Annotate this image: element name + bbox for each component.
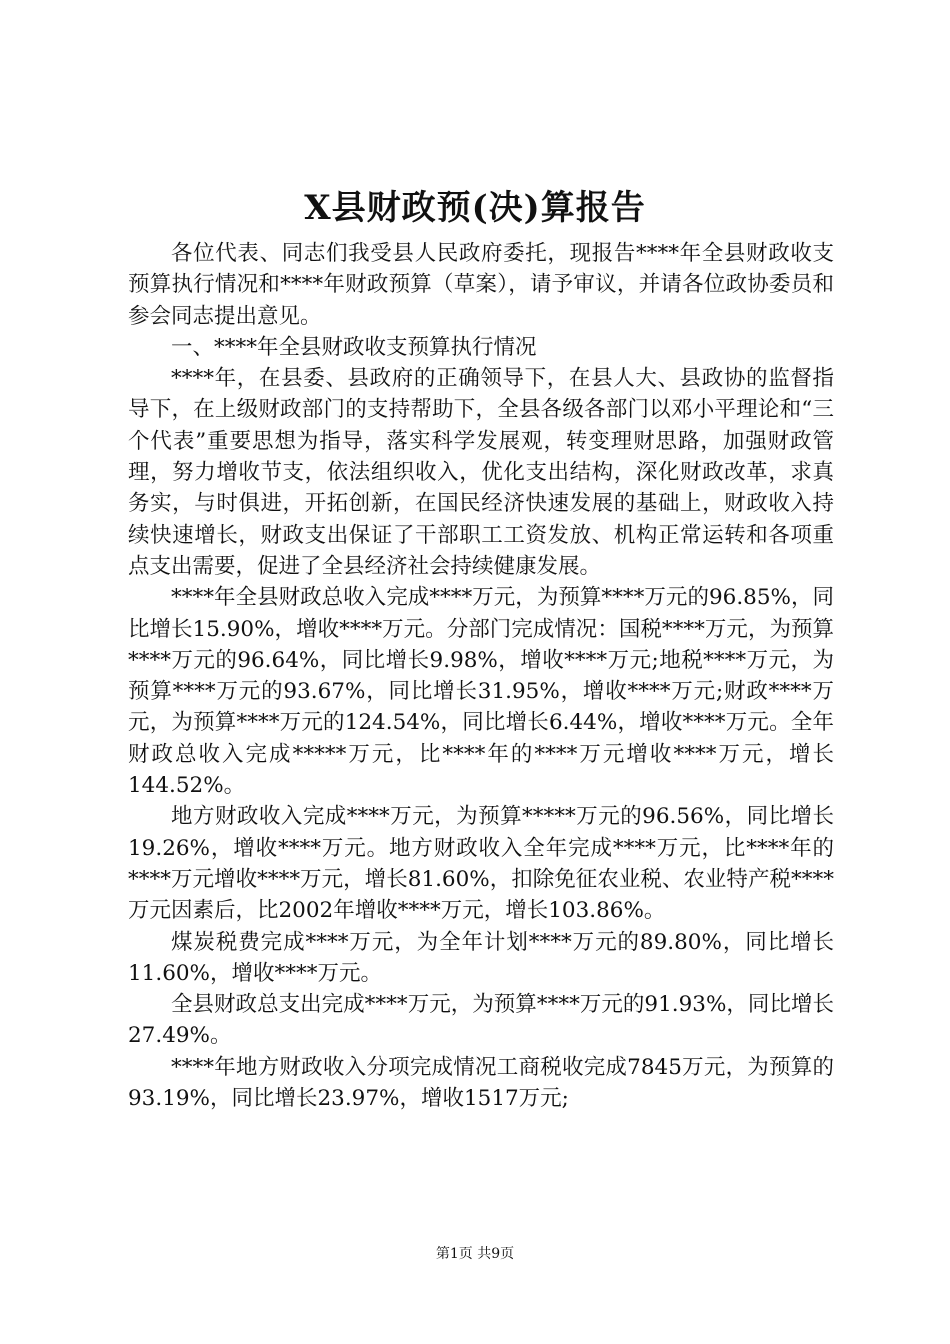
section-heading-1: 一、****年全县财政收支预算执行情况: [171, 334, 537, 360]
paragraph-overview: ****年，在县委、县政府的正确领导下，在县人大、县政协的监督指导下，在上级财政部门的支持帮助下，全县各级各部门以邓小平理论和“三个代表”重要思想为指导，落实科学发展观，转变理财思路，加强财政管理，努力增收节支，依法组织收入，优化支出结构，深化财政改革，求真务实，与时俱进，开拓创新，在国民经济快速发展的基础上，财政收入持续快速增长，财政支出保证了干部职工工资发放、机构正常运转和各项重点支出需要，促进了全县经济社会持续健康发展。: [128, 366, 834, 579]
paragraph-itemized-revenue: ****年地方财政收入分项完成情况工商税收完成7845万元，为预算的93.19%，同比增长23.97%，增收1517万元;: [128, 1054, 834, 1112]
paragraph-coal-tax: 煤炭税费完成****万元，为全年计划****万元的89.80%，同比增长11.60%，增收****万元。: [128, 929, 834, 986]
paragraph-intro: 各位代表、同志们我受县人民政府委托，现报告****年全县财政收支预算执行情况和****年财政预算（草案），请予审议，并请各位政协委员和参会同志提出意见。: [128, 241, 834, 329]
page-footer: 第1页 共9页: [435, 1246, 515, 1262]
paragraph-total-expenditure: 全县财政总支出完成****万元，为预算****万元的91.93%，同比增长27.49%。: [128, 992, 834, 1049]
paragraph-local-revenue: 地方财政收入完成****万元，为预算*****万元的96.56%，同比增长19.26%，增收****万元。地方财政收入全年完成****万元，比****年的****万元增收****万元，增长81.60%，扣除免征农业税、农业特产税****万元因素后，比2002年增收****万元，增长103.86%。: [128, 804, 834, 924]
document-title: X县财政预(决)算报告: [304, 188, 646, 228]
document-body: [128, 238, 834, 1114]
paragraph-total-revenue: ****年全县财政总收入完成****万元，为预算****万元的96.85%，同比增长15.90%，增收****万元。分部门完成情况：国税****万元，为预算****万元的96.64%，同比增长9.98%，增收****万元;地税****万元，为预算****万元的93.67%，同比增长31.95%，增收****万元;财政****万元，为预算****万元的124.54%，同比增长6.44%，增收****万元。全年财政总收入完成*****万元，比****年的****万元增收****万元，增长144.52%。: [128, 585, 834, 799]
